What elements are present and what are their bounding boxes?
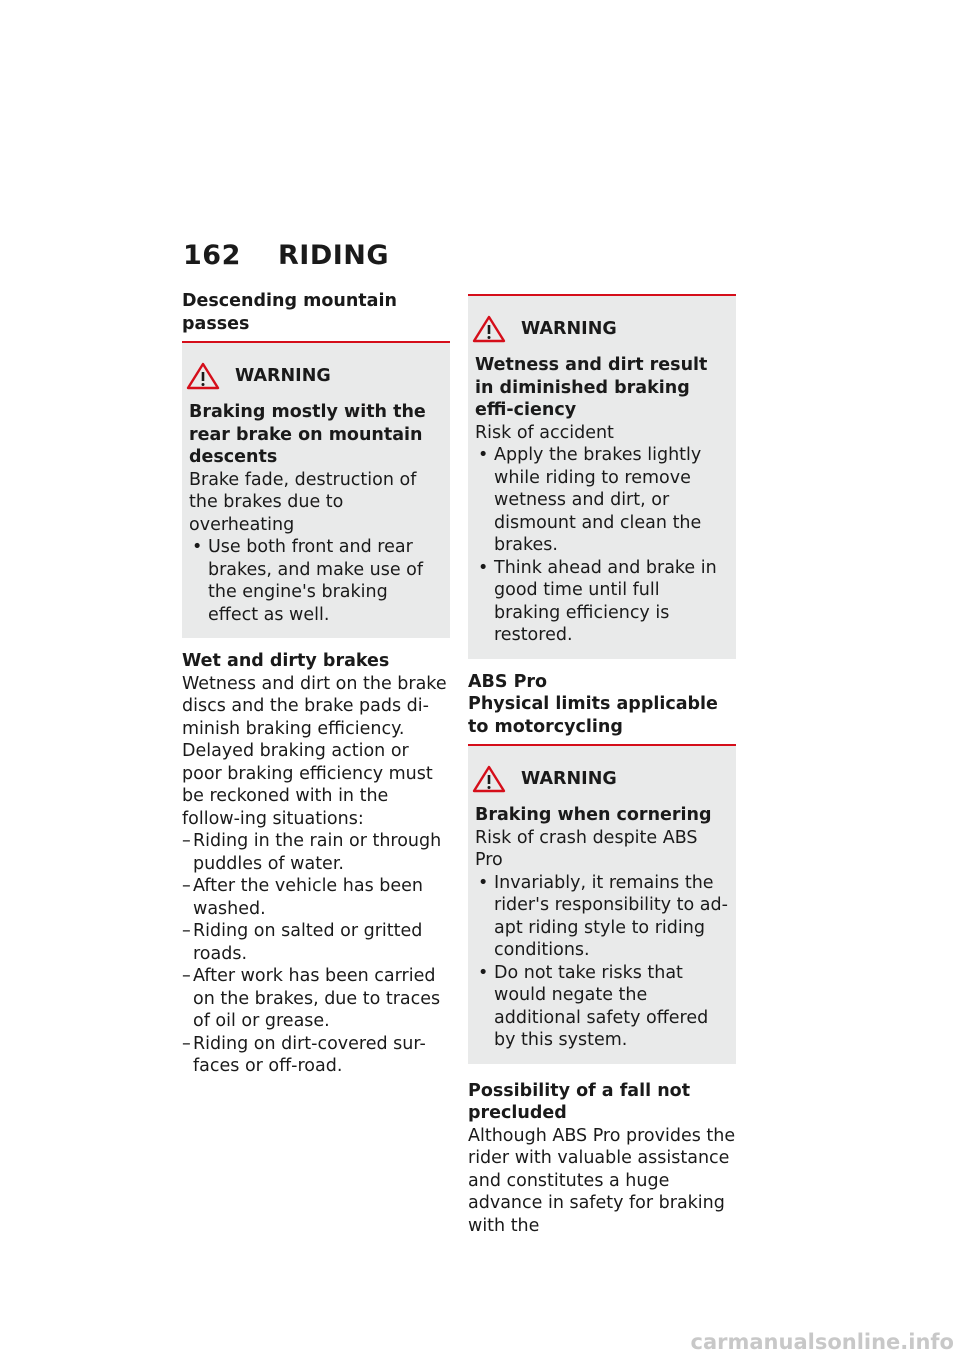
warning-triangle-icon bbox=[185, 361, 221, 391]
warning-bullet: • Invariably, it remains the rider's responsibility to ad-apt riding style to riding conditions. bbox=[475, 872, 728, 962]
warning-header bbox=[475, 314, 728, 344]
list-item-text: After the vehicle has been washed. bbox=[193, 876, 423, 919]
warning-text: Risk of accident bbox=[475, 422, 614, 443]
paragraph-wet-brakes: Wetness and dirt on the brake discs and the brake pads di-minish braking efficiency. Delayed braking action or poor braking efficiency must be reckoned with in the follow-ing situations: bbox=[182, 673, 447, 829]
dash-mark: – bbox=[182, 876, 191, 896]
list-item bbox=[182, 830, 450, 875]
heading-descending: Descending mountain passes bbox=[182, 291, 397, 334]
heading-wet-brakes: Wet and dirty brakes bbox=[182, 651, 390, 671]
warning-subtitle: Wetness and dirt result in diminished braking effi-ciency bbox=[475, 355, 708, 420]
list-item-text: After work has been carried on the brakes, due to traces of oil or grease. bbox=[193, 966, 441, 1031]
dash-mark: – bbox=[182, 1033, 191, 1054]
left-column bbox=[182, 290, 450, 1078]
heading-physical-limits: Physical limits applicable to motorcycling bbox=[468, 694, 718, 737]
dash-mark: – bbox=[182, 831, 191, 851]
list-item bbox=[182, 1033, 450, 1078]
warning-bullet: • Apply the brakes lightly while riding to remove wetness and dirt, or dismount and clean the brakes. bbox=[475, 444, 728, 557]
heading-fall-not-precluded: Possibility of a fall not precluded bbox=[468, 1080, 691, 1123]
warning-triangle-icon bbox=[471, 314, 507, 344]
warning-box-mountain bbox=[182, 341, 450, 638]
list-item bbox=[182, 920, 450, 965]
page-number: 162 bbox=[183, 240, 241, 271]
warning-title: WARNING bbox=[521, 318, 617, 339]
warning-triangle-icon bbox=[471, 764, 507, 794]
warning-subtitle: Braking when cornering bbox=[475, 805, 712, 825]
list-item-text: Riding on dirt-covered sur-faces or off-road. bbox=[193, 1033, 426, 1076]
warning-title: WARNING bbox=[521, 768, 617, 789]
footer-watermark: carmanualsonline.info bbox=[690, 1330, 954, 1354]
warning-text: Brake fade, destruction of the brakes due to overheating bbox=[189, 469, 417, 535]
warning-title: WARNING bbox=[235, 365, 331, 386]
paragraph-abs-pro: Although ABS Pro provides the rider with valuable assistance and constitutes a huge advance in safety for braking with the bbox=[468, 1125, 736, 1236]
dash-mark: – bbox=[182, 966, 191, 986]
list-item bbox=[182, 875, 450, 920]
warning-header bbox=[189, 361, 442, 391]
heading-abs-pro: ABS Pro bbox=[468, 671, 548, 692]
warning-bullet: • Use both front and rear brakes, and make use of the engine's braking effect as well. bbox=[189, 536, 442, 626]
warning-box-wetness bbox=[468, 294, 736, 659]
dash-mark: – bbox=[182, 921, 191, 941]
section-title: RIDING bbox=[278, 240, 390, 271]
warning-header bbox=[475, 764, 728, 794]
list-item-text: Riding in the rain or through puddles of water. bbox=[193, 831, 442, 874]
warning-bullet: • Do not take risks that would negate the additional safety offered by this system. bbox=[475, 962, 728, 1052]
right-column bbox=[468, 294, 736, 1237]
warning-subtitle: Braking mostly with the rear brake on mountain descents bbox=[189, 402, 426, 467]
list-item-text: Riding on salted or gritted roads. bbox=[193, 921, 423, 964]
warning-box-cornering bbox=[468, 744, 736, 1064]
list-item bbox=[182, 965, 450, 1033]
page-header bbox=[183, 240, 389, 271]
warning-bullet: • Think ahead and brake in good time until full braking efficiency is restored. bbox=[475, 557, 728, 647]
warning-text: Risk of crash despite ABS Pro bbox=[475, 827, 698, 870]
